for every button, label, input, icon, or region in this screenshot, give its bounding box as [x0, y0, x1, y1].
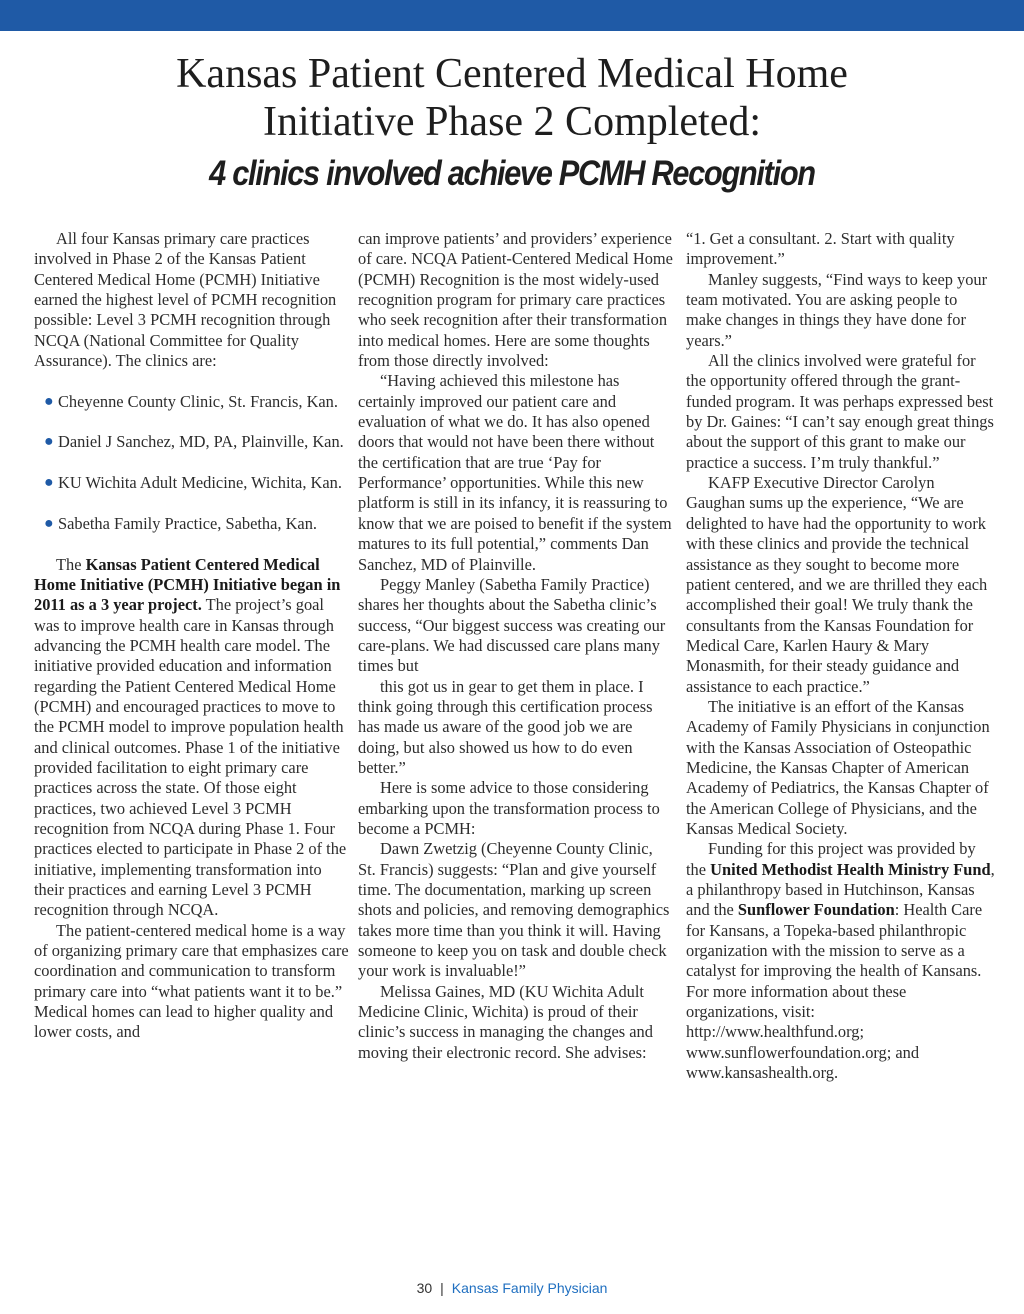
manley-quote-continued: this got us in gear to get them in place. I think going through this certification process has made us aware of the good job we are doing, but also showed us how to do even better.”: [358, 676, 653, 777]
pcmh-definition-paragraph: The patient-centered medical home is a way of organizing primary care that emphasizes care coordination and communication to transform primary care into “what patients want it to be.” Medical homes can lead to higher quality and lower costs, and: [34, 920, 349, 1042]
list-item: ● Cheyenne County Clinic, St. Francis, Kan.: [44, 391, 338, 411]
footer-separator: |: [440, 1280, 444, 1296]
page-footer: [0, 1280, 1024, 1296]
article-subtitle: 4 clinics involved achieve PCMH Recognition: [209, 154, 815, 193]
bullet-icon: ●: [44, 392, 54, 410]
page-number: 30: [416, 1280, 433, 1296]
column-3: [686, 229, 996, 1083]
title-line-2: Initiative Phase 2 Completed:: [262, 99, 762, 145]
bullet-icon: ●: [44, 514, 54, 532]
list-item: ● Sabetha Family Practice, Sabetha, Kan.: [44, 513, 317, 533]
funder-name: Sunflower Foundation: [737, 900, 895, 920]
list-item: ● KU Wichita Adult Medicine, Wichita, Kan.: [44, 473, 342, 493]
gaughan-quote: KAFP Executive Director Carolyn Gaughan sums up the experience, “We are delighted to have had the opportunity to work with these clinics and provide the technical assistance as they sought to become more patient centered, and we are thrilled they each accomplished their goal! We truly thank the consultants from the Kansas Foundation for Medical Care, Karlen Haury & Mary Monasmith, for their steady guidance and assistance to each practice.”: [686, 473, 988, 696]
list-item: ● Daniel J Sanchez, MD, PA, Plainville, Kan.: [44, 432, 344, 452]
clinic-list: [34, 392, 352, 534]
top-color-bar: [0, 0, 1024, 31]
manley-suggestion: Manley suggests, “Find ways to keep your team motivated. You are asking people to make changes in things they have done for years.”: [686, 269, 988, 350]
bullet-icon: ●: [44, 474, 54, 492]
article-title: [0, 50, 1024, 146]
title-line-1: Kansas Patient Centered Medical Home: [176, 51, 848, 97]
column-2: [358, 229, 674, 1063]
funder-name: United Methodist Health Ministry Fund: [710, 859, 991, 879]
gaines-intro: Melissa Gaines, MD (KU Wichita Adult Medicine Clinic, Wichita) is proud of their clinic’s success in managing the changes and moving their electronic record. She advises:: [358, 981, 653, 1062]
gaines-advice: “1. Get a consultant. 2. Start with quality improvement.”: [686, 229, 955, 269]
project-paragraph: The Kansas Patient Centered Medical Home Initiative (PCMH) Initiative began in 2011 as a 3 year project. The project’s goal was to improve health care in Kansas through advancing the PCMH health care model. The initiative provided education and information regarding the Patient Centered Medical Home (PCMH) and encouraged practices to move to the PCMH model to improve population health and clinical outcomes. Phase 1 of the initiative provided facilitation to eight primary care practices across the state. Of those eight practices, two achieved Level 3 PCMH recognition from NCQA during Phase 1. Four practices elected to participate in Phase 2 of the initiative, implementing transformation into their practices and earning Level 3 PCMH recognition through NCQA.: [34, 554, 347, 920]
manley-quote: Peggy Manley (Sabetha Family Practice) shares her thoughts about the Sabetha clinic’s success, “Our biggest success was creating our care-plans. We had discussed care plans many times but: [358, 574, 666, 676]
intro-paragraph: All four Kansas primary care practices involved in Phase 2 of the Kansas Patient Centered Medical Home (PCMH) Initiative earned the highest level of PCMH recognition possible: Level 3 PCMH recognition through NCQA (National Committee for Quality Assurance). The clinics are:: [34, 229, 337, 371]
advice-intro: Here is some advice to those considering embarking upon the transformation process to become a PCMH:: [358, 778, 660, 838]
bullet-icon: ●: [44, 433, 54, 451]
gratitude-paragraph: All the clinics involved were grateful for the opportunity offered through the grant-funded program. It was perhaps expressed best by Dr. Gaines: “I can’t say enough great things about the support of this grant to make our practice a success. I’m truly thankful.”: [686, 351, 994, 472]
magazine-name: Kansas Family Physician: [451, 1280, 608, 1296]
zwetzig-quote: Dawn Zwetzig (Cheyenne County Clinic, St. Francis) suggests: “Plan and give yourself time. The documentation, marking up screen shots and policies, and removing demographics takes more time than you think it will. Having someone to keep you on task and double check your work is invaluable!”: [358, 839, 670, 981]
column-1: [34, 229, 352, 1043]
partners-paragraph: The initiative is an effort of the Kansas Academy of Family Physicians in conjunction with the Kansas Association of Osteopathic Medicine, the Kansas Chapter of American Academy of Pediatrics, the Kansas Chapter of the American College of Physicians, and the Kansas Medical Society.: [686, 696, 990, 838]
paragraph: can improve patients’ and providers’ experience of care. NCQA Patient-Centered Medical Home (PCMH) Recognition is the most widely-used recognition program for primary care practices who seek recognition after their transformation into medical homes. Here are some thoughts from those directly involved:: [358, 229, 673, 371]
funding-paragraph: Funding for this project was provided by the United Methodist Health Ministry Fund, a philanthropy based in Hutchinson, Kansas and the Sunflower Foundation: Health Care for Kansans, a Topeka-based philanthropic organization with the mission to serve as a catalyst for improving the health of Kansans. For more information about these organizations, visit: http://www.healthfund.org; www.sunflowerfoundation.org; and www.kansashealth.org.: [686, 839, 995, 1083]
project-highlight: Kansas Patient Centered Medical Home Initiative (PCMH) Initiative began in 2011 as a 3 year project.: [34, 554, 341, 615]
sanchez-quote: “Having achieved this milestone has certainly improved our patient care and evaluation of what we do. It has also opened doors that would not have been there without the certification that are true ‘Pay for Performance’ opportunities. While this new platform is still in its infancy, it is reassuring to know that we are poised to benefit if the system matures to its full potential,” comments Dan Sanchez, MD of Plainville.: [358, 371, 672, 574]
